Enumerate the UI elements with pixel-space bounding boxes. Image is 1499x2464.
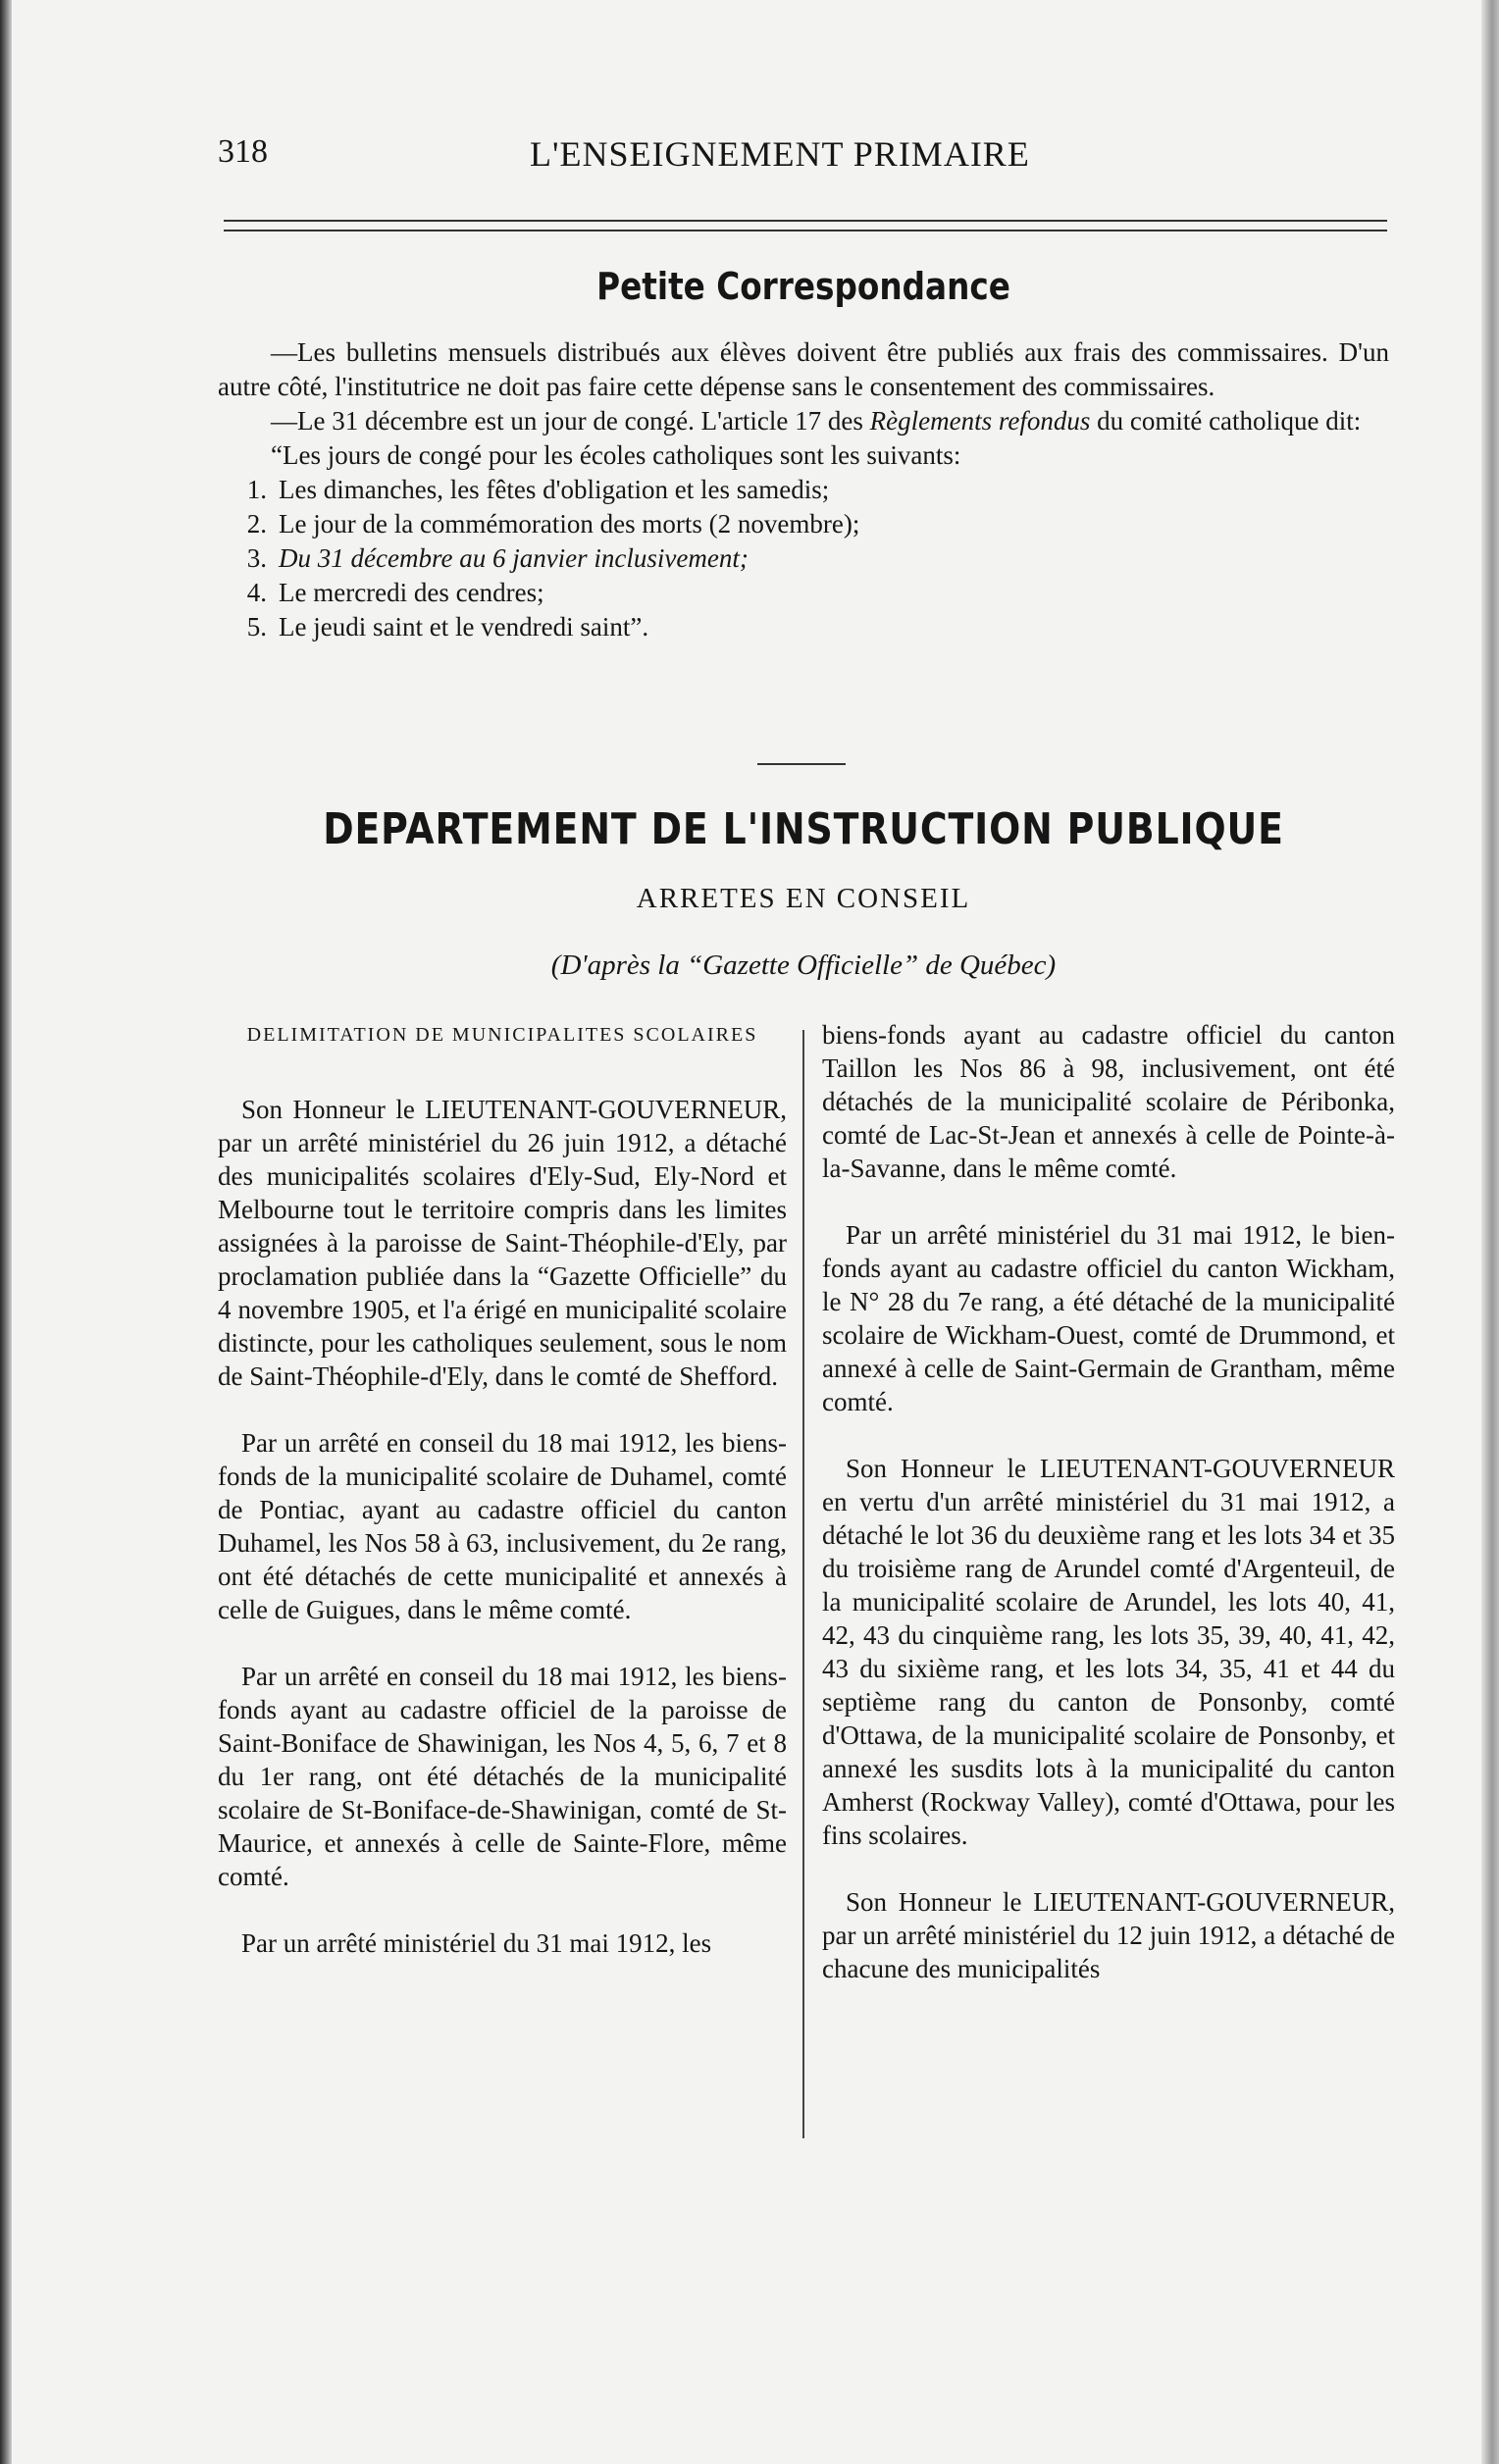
- para2-text-a: —Le 31 décembre est un jour de congé. L'article 17 des: [271, 406, 870, 436]
- left-paragraph-2: Par un arrêté en conseil du 18 mai 1912, les biens-fonds de la municipalité scolaire de Duhamel, comté de Pontiac, ayant au cadastre officiel du canton Duhamel, les Nos 58 à 63, inclusivement, du 2e rang, ont été détachés de cette municipalité et annexés à celle de Guigues, dans le même comté.: [218, 1428, 787, 1624]
- running-title: L'ENSEIGNEMENT PRIMAIRE: [530, 134, 1030, 174]
- column-subheading: DELIMITATION DE MUNICIPALITES SCOLAIRES: [246, 1024, 758, 1046]
- para2-text-b: du comité catholique dit:: [1090, 406, 1362, 436]
- correspondance-title: Petite Correspondance: [596, 265, 1010, 308]
- list-item: [218, 576, 1389, 610]
- right-paragraph-1: biens-fonds ayant au cadastre officiel du canton Taillon les Nos 86 à 98, inclusivement, ont été détachés de la municipalité scolaire de Péribonka, comté de Lac-St-Jean et annexés à celle de Pointe-à-la-Savanne, dans le même comté.: [822, 1020, 1395, 1183]
- list-item-text: Le jeudi saint et le vendredi saint”.: [279, 612, 649, 642]
- right-paragraph-3: Son Honneur le LIEUTENANT-GOUVERNEUR en vertu d'un arrêté ministériel du 31 mai 1912, a détaché le lot 36 du deuxième rang et les lots 34 et 35 du troisième rang de Arundel comté d'Argenteuil, de la municipalité scolaire de Arundel, les lots 40, 41, 42, 43 du cinquième rang, les lots 35, 39, 40, 41, 42, 43 du sixième rang, et les lots 34, 35, 41 et 44 du septième rang du canton de Ponsonby, comté d'Ottawa, de la municipalité scolaire de Ponsonby, et annexé les susdits lots à la municipalité du canton Amherst (Rockway Valley), comté d'Ottawa, pour les fins scolaires.: [822, 1454, 1395, 1850]
- department-subtitle: ARRETES EN CONSEIL: [636, 883, 971, 914]
- left-paragraph-3: Par un arrêté en conseil du 18 mai 1912, les biens-fonds ayant au cadastre officiel de la paroisse de Saint-Boniface de Shawinigan, les Nos 4, 5, 6, 7 et 8 du 1er rang, ont été détachés de la municipalité scolaire de St-Boniface-de-Shawinigan, comté de St-Maurice, et annexés à celle de Sainte-Flore, même comté.: [218, 1662, 787, 1891]
- scan-left-edge: [0, 0, 12, 2464]
- list-item-number: 5.: [246, 612, 267, 642]
- header-rule: [224, 220, 1387, 231]
- column-divider: [802, 1030, 804, 2138]
- left-paragraph-1: Son Honneur le LIEUTENANT-GOUVERNEUR, par un arrêté ministériel du 26 juin 1912, a détaché des municipalités scolaires d'Ely-Sud, Ely-Nord et Melbourne tout le territoire compris dans les limites assignées à la paroisse de Saint-Théophile-d'Ely, par proclamation publiée dans la “Gazette Officielle” du 4 novembre 1905, et l'a érigé en municipalité scolaire distincte, pour les catholiques seulement, sous le nom de Saint-Théophile-d'Ely, dans le comté de Shefford.: [218, 1095, 787, 1391]
- list-item-text: Du 31 décembre au 6 janvier inclusivement;: [279, 543, 749, 573]
- left-paragraph-4: Par un arrêté ministériel du 31 mai 1912, les: [241, 1928, 712, 1958]
- correspondance-paragraph-1: —Les bulletins mensuels distribués aux élèves doivent être publiés aux frais des commissaires. D'un autre côté, l'institutrice ne doit pas faire cette dépense sans le consentement des commissaires.: [218, 337, 1389, 401]
- holiday-list: [218, 473, 1389, 644]
- quote-intro: “Les jours de congé pour les écoles catholiques sont les suivants:: [271, 440, 961, 470]
- list-item-number: 2.: [246, 509, 267, 539]
- scan-right-edge: [1481, 0, 1499, 2464]
- list-item-text: Le mercredi des cendres;: [279, 578, 544, 607]
- page-number: 318: [218, 133, 268, 170]
- para2-italic-title: Règlements refondus: [869, 406, 1091, 436]
- list-item: [218, 541, 1389, 576]
- left-column: [218, 1018, 787, 1993]
- list-item: [218, 473, 1389, 507]
- correspondance-body: [218, 335, 1389, 644]
- department-title: DEPARTEMENT DE L'INSTRUCTION PUBLIQUE: [323, 804, 1284, 854]
- right-column: [822, 1018, 1395, 2019]
- list-item: [218, 507, 1389, 541]
- page-header: [218, 129, 1385, 179]
- list-item-text: Les dimanches, les fêtes d'obligation et les samedis;: [279, 475, 830, 504]
- list-item-number: 3.: [246, 543, 267, 573]
- correspondance-paragraph-2: [218, 404, 1389, 438]
- right-paragraph-2: Par un arrêté ministériel du 31 mai 1912, le bien-fonds ayant au cadastre officiel du canton Wickham, le N° 28 du 7e rang, a été détaché de la municipalité scolaire de Wickham-Ouest, comté de Drummond, et annexé à celle de Saint-Germain de Grantham, même comté.: [822, 1220, 1395, 1416]
- section-divider: [757, 763, 846, 765]
- list-item-text: Le jour de la commémoration des morts (2 novembre);: [279, 509, 860, 539]
- list-item: [218, 610, 1389, 644]
- department-source: (D'après la “Gazette Officielle” de Québec): [550, 950, 1057, 981]
- list-item-number: 4.: [246, 578, 267, 607]
- list-item-number: 1.: [246, 475, 267, 504]
- right-paragraph-4: Son Honneur le LIEUTENANT-GOUVERNEUR, par un arrêté ministériel du 12 juin 1912, a détaché de chacune des municipalités: [822, 1887, 1395, 1983]
